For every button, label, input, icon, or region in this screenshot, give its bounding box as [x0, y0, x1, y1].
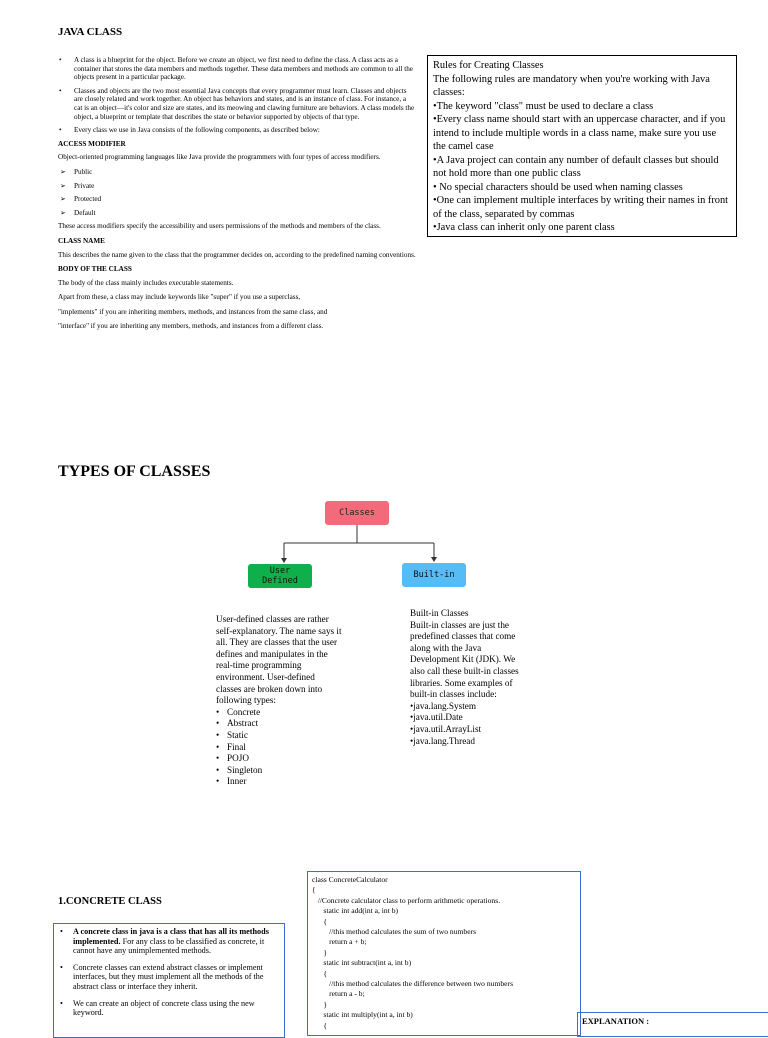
user-defined-type: • POJO: [227, 753, 342, 765]
explanation-label: EXPLANATION :: [582, 1016, 650, 1026]
arrowhead-left: [281, 558, 287, 563]
access-modifier-after: These access modifiers specify the accessibility and users permissions of the methods and members of the class.: [58, 222, 381, 231]
concrete-bullet: • Concrete classes can extend abstract classes or implement interfaces, but they must implement all the methods of the abstract class or interface they inherit.: [73, 963, 284, 992]
intro-bullet: • A class is a blueprint for the object. Before we create an object, we first need to define the class. A class acts as a container that stores the data members and methods together. These data members and methods are common to all the objects present in a particular package.: [74, 56, 416, 82]
user-defined-types: [216, 707, 342, 788]
rule-item: • No special characters should be used when naming classes: [433, 181, 683, 193]
node-user-line2: Defined: [262, 576, 298, 586]
explanation-box: [577, 1012, 768, 1037]
built-in-text: Built-in classes are just the predefined classes that come along with the Java Development Kit (JDK). We also call these built-in classes libraries. Some examples of built-in classes include:: [410, 619, 519, 700]
access-modifier-item: ➢ Public: [74, 168, 416, 177]
built-in-example: •java.lang.System: [410, 700, 476, 711]
types-of-classes-heading: TYPES OF CLASSES: [58, 463, 211, 480]
built-in-example: •java.util.ArrayList: [410, 723, 482, 734]
class-name-heading: CLASS NAME: [58, 236, 105, 245]
page-title: JAVA CLASS: [58, 26, 123, 38]
built-in-example: •java.util.Date: [410, 712, 463, 723]
user-defined-type: • Abstract: [227, 718, 342, 730]
code-example-box: class ConcreteCalculator { //Concrete calculator class to perform arithmetic operations. static int add(int a, int b) { //this method calculates the sum of two numbers return a + b; } static int subtract(int a, int b) { //this method calculates the difference between two numbers return a - b; } static int multiply(int a, int b) {: [307, 871, 581, 1036]
concrete-bullet: • We can create an object of concrete class using the new keyword.: [73, 999, 284, 1018]
concrete-class-box: [53, 923, 285, 1038]
built-in-example: •java.lang.Thread: [410, 735, 475, 746]
node-builtin-label: Built-in: [413, 570, 455, 580]
intro-bullet: • Classes and objects are the two most essential Java concepts that every programmer must learn. Classes and objects are closely related and work together. An object has behaviors and states, and is an instance of class. For instance, a cat is an object—it's color and size are states, and its meowing and clawing furniture are behaviors. A class models the object, a blueprint or template that describes the state or behavior supported by objects of that type.: [74, 87, 416, 121]
concrete-bullet-rest: For any class to be classified as concrete, it cannot have any unimplemented methods.: [73, 936, 265, 956]
access-modifier-heading: ACCESS MODIFIER: [58, 139, 126, 148]
rule-item: •One can implement multiple interfaces by writing their names in front of the class, separated by commas: [433, 195, 729, 220]
concrete-bullet-bold: A concrete class in java is a class that has all its methods implemented.: [73, 927, 269, 946]
class-name-text: This describes the name given to the class that the programmer decides on, according to the predefined naming conventions.: [58, 250, 416, 259]
user-defined-type: • Final: [227, 742, 342, 754]
node-user-label: [262, 566, 298, 586]
rule-item: •Every class name should start with an uppercase character, and if you intend to include multiple words in a class name, make sure you use the camel case: [433, 114, 726, 152]
arrowhead-right: [431, 557, 437, 562]
diagram-node-built-in: [402, 563, 466, 587]
access-modifier-item: ➢ Default: [74, 209, 416, 218]
node-classes-label: Classes: [339, 508, 375, 518]
diagram-node-user-defined: [248, 564, 312, 588]
body-line: "implements" if you are inheriting members, methods, and instances from the same class, and: [58, 307, 328, 316]
access-modifier-text: Object-oriented programming languages like Java provide the programmers with four types of access modifiers.: [58, 153, 381, 162]
rule-item: •The keyword "class" must be used to declare a class: [433, 100, 654, 112]
intro-bullet: • Every class we use in Java consists of the following components, as described below:: [74, 126, 416, 135]
body-line: Apart from these, a class may include keywords like "super" if you use a superclass,: [58, 293, 301, 302]
concrete-class-heading: 1.CONCRETE CLASS: [58, 896, 162, 907]
body-line: The body of the class mainly includes executable statements.: [58, 278, 234, 287]
user-defined-text: User-defined classes are rather self-explanatory. The name says it all. They are classes that the user defines and manipulates in the real-time programming environment. User-defined classes are broken down into following types:: [216, 614, 342, 706]
rule-item: •Java class can inherit only one parent class: [433, 222, 615, 233]
user-defined-type: • Inner: [227, 776, 342, 788]
body-of-class-heading: BODY OF THE CLASS: [58, 265, 132, 274]
user-defined-type: • Static: [227, 730, 342, 742]
body-line: "interface" if you are inheriting any members, methods, and instances from a different class.: [58, 322, 324, 331]
user-defined-description: [216, 614, 342, 788]
access-modifier-item: ➢ Protected: [74, 195, 416, 204]
user-defined-type: • Concrete: [227, 707, 342, 719]
access-modifier-item: ➢ Private: [74, 182, 416, 191]
rule-item: •A Java project can contain any number of default classes but should not hold more than one public class: [433, 154, 719, 179]
user-defined-type: • Singleton: [227, 765, 342, 777]
rules-intro: The following rules are mandatory when you're working with Java classes:: [433, 73, 710, 98]
concrete-bullets: [54, 927, 284, 1018]
diagram-node-classes: [325, 501, 389, 525]
node-user-line1: User: [269, 566, 291, 576]
concrete-bullet: [73, 927, 284, 956]
rules-title: Rules for Creating Classes: [433, 60, 544, 71]
built-in-heading: Built-in Classes: [410, 608, 469, 618]
built-in-description: [410, 608, 530, 747]
